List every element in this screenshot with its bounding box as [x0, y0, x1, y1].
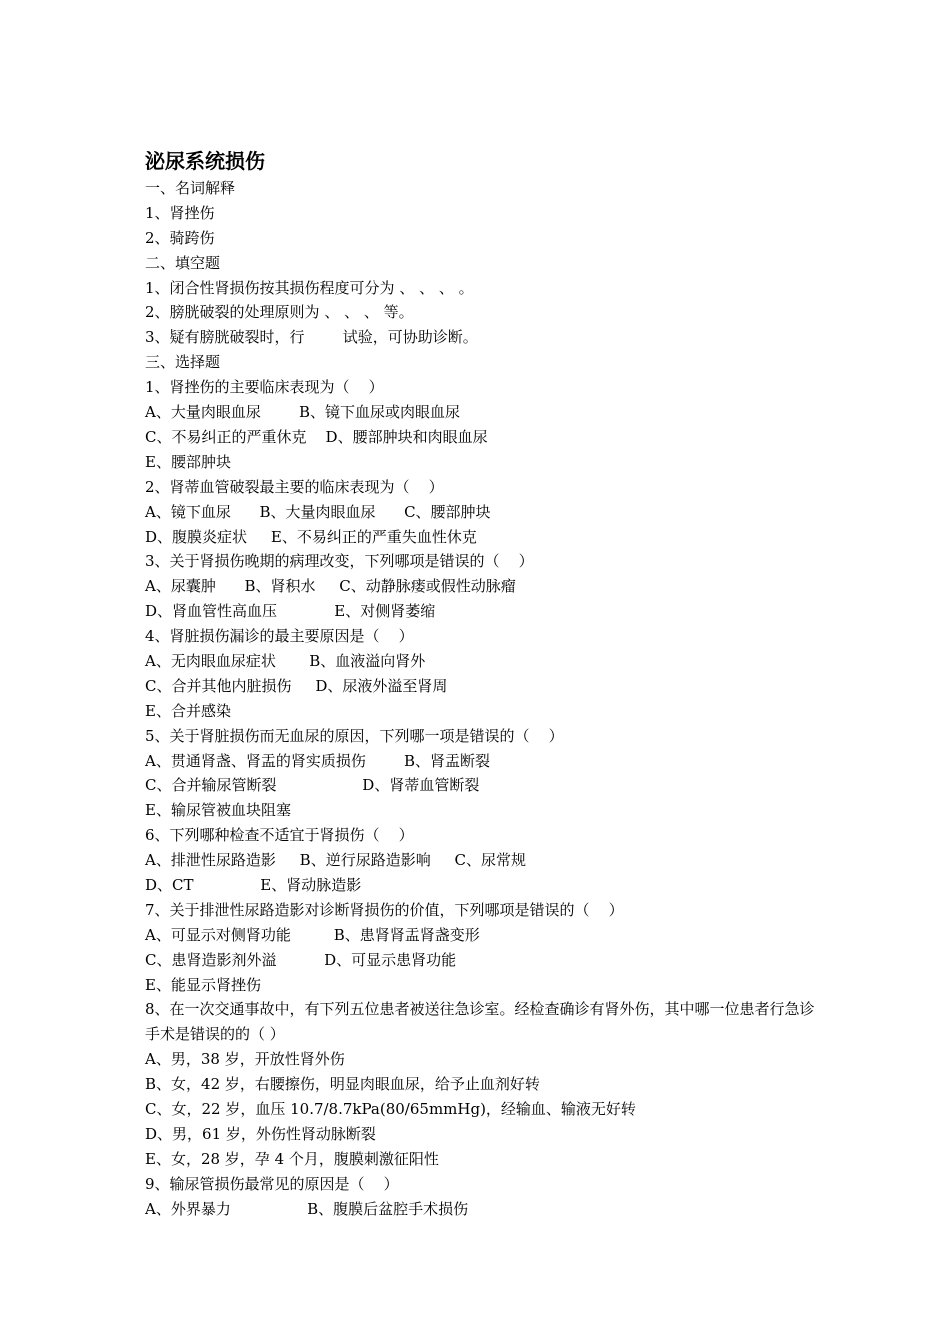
text-line: E、腰部肿块 [145, 452, 231, 471]
text-line: 1、肾挫伤 [145, 203, 215, 222]
text-line: 一、名词解释 [145, 179, 236, 197]
text-line: A、外界暴力 B、腹膜后盆腔手术损伤 [145, 1199, 469, 1218]
text-line: C、女，22 岁，血压 10.7/8.7kPa(80/65mmHg)，经输血、输液无好转 [145, 1100, 636, 1119]
text-line: C、合并输尿管断裂 D、肾蒂血管断裂 [145, 776, 480, 795]
text-line: D、肾血管性高血压 E、对侧肾萎缩 [145, 602, 436, 621]
text-line: A、镜下血尿 B、大量肉眼血尿 C、腰部肿块 [145, 502, 491, 521]
text-line: 2、骑跨伤 [145, 228, 215, 247]
text-line: D、CT E、肾动脉造影 [145, 875, 362, 894]
document-body [145, 176, 825, 1221]
text-line: D、腹膜炎症状 E、不易纠正的严重失血性休克 [145, 527, 477, 546]
text-line: 1、肾挫伤的主要临床表现为（ ） [145, 378, 384, 397]
text-line: 9、输尿管损伤最常见的原因是（ ） [145, 1174, 399, 1193]
text-line: 3、关于肾损伤晚期的病理改变，下列哪项是错误的（ ） [145, 552, 534, 571]
text-line: C、患肾造影剂外溢 D、可显示患肾功能 [145, 950, 457, 969]
text-line: A、贯通肾盏、肾盂的肾实质损伤 B、肾盂断裂 [145, 751, 491, 770]
text-line: 2、肾蒂血管破裂最主要的临床表现为（ ） [145, 477, 444, 496]
text-line: 4、肾脏损伤漏诊的最主要原因是（ ） [145, 627, 414, 646]
text-line: D、男，61 岁，外伤性肾动脉断裂 [145, 1124, 376, 1143]
text-line: 二、填空题 [145, 253, 221, 272]
text-line: 8、在一次交通事故中，有下列五位患者被送往急诊室。经检查确诊有肾外伤，其中哪一位患者行急诊手术是错误的的（ ） [145, 1000, 815, 1044]
document-title: 泌尿系统损伤 [145, 149, 265, 173]
text-line: A、尿囊肿 B、肾积水 C、动静脉瘘或假性动脉瘤 [145, 577, 516, 596]
text-line: C、不易纠正的严重休克 D、腰部肿块和肉眼血尿 [145, 427, 488, 446]
text-line: E、合并感染 [145, 701, 231, 720]
text-line: B、女，42 岁，右腰擦伤，明显肉眼血尿，给予止血剂好转 [145, 1075, 540, 1094]
text-line: A、男，38 岁，开放性肾外伤 [145, 1050, 345, 1069]
document-page [145, 146, 825, 1221]
text-line: E、女，28 岁，孕 4 个月，腹膜刺激征阳性 [145, 1149, 439, 1168]
text-line: A、无肉眼血尿症状 B、血液溢向肾外 [145, 651, 426, 670]
text-line: 5、关于肾脏损伤而无血尿的原因，下列哪一项是错误的（ ） [145, 726, 564, 745]
text-line: 3、疑有膀胱破裂时，行 试验，可协助诊断。 [145, 328, 478, 347]
text-line: 2、膀胱破裂的处理原则为 、 、 、 等。 [145, 303, 414, 322]
text-line: 1、闭合性肾损伤按其损伤程度可分为 、 、 、 。 [145, 278, 474, 297]
text-line: 7、关于排泄性尿路造影对诊断肾损伤的价值，下列哪项是错误的（ ） [145, 900, 624, 919]
text-line: E、能显示肾挫伤 [145, 975, 261, 994]
text-line: E、输尿管被血块阻塞 [145, 801, 291, 820]
text-line: A、可显示对侧肾功能 B、患肾肾盂肾盏变形 [145, 925, 480, 944]
text-line: 6、下列哪种检查不适宜于肾损伤（ ） [145, 826, 414, 845]
text-line: 三、选择题 [145, 353, 221, 372]
text-line: A、大量肉眼血尿 B、镜下血尿或肉眼血尿 [145, 403, 461, 422]
text-line: A、排泄性尿路造影 B、逆行尿路造影响 C、尿常规 [145, 851, 527, 870]
text-line: C、合并其他内脏损伤 D、尿液外溢至肾周 [145, 676, 448, 695]
